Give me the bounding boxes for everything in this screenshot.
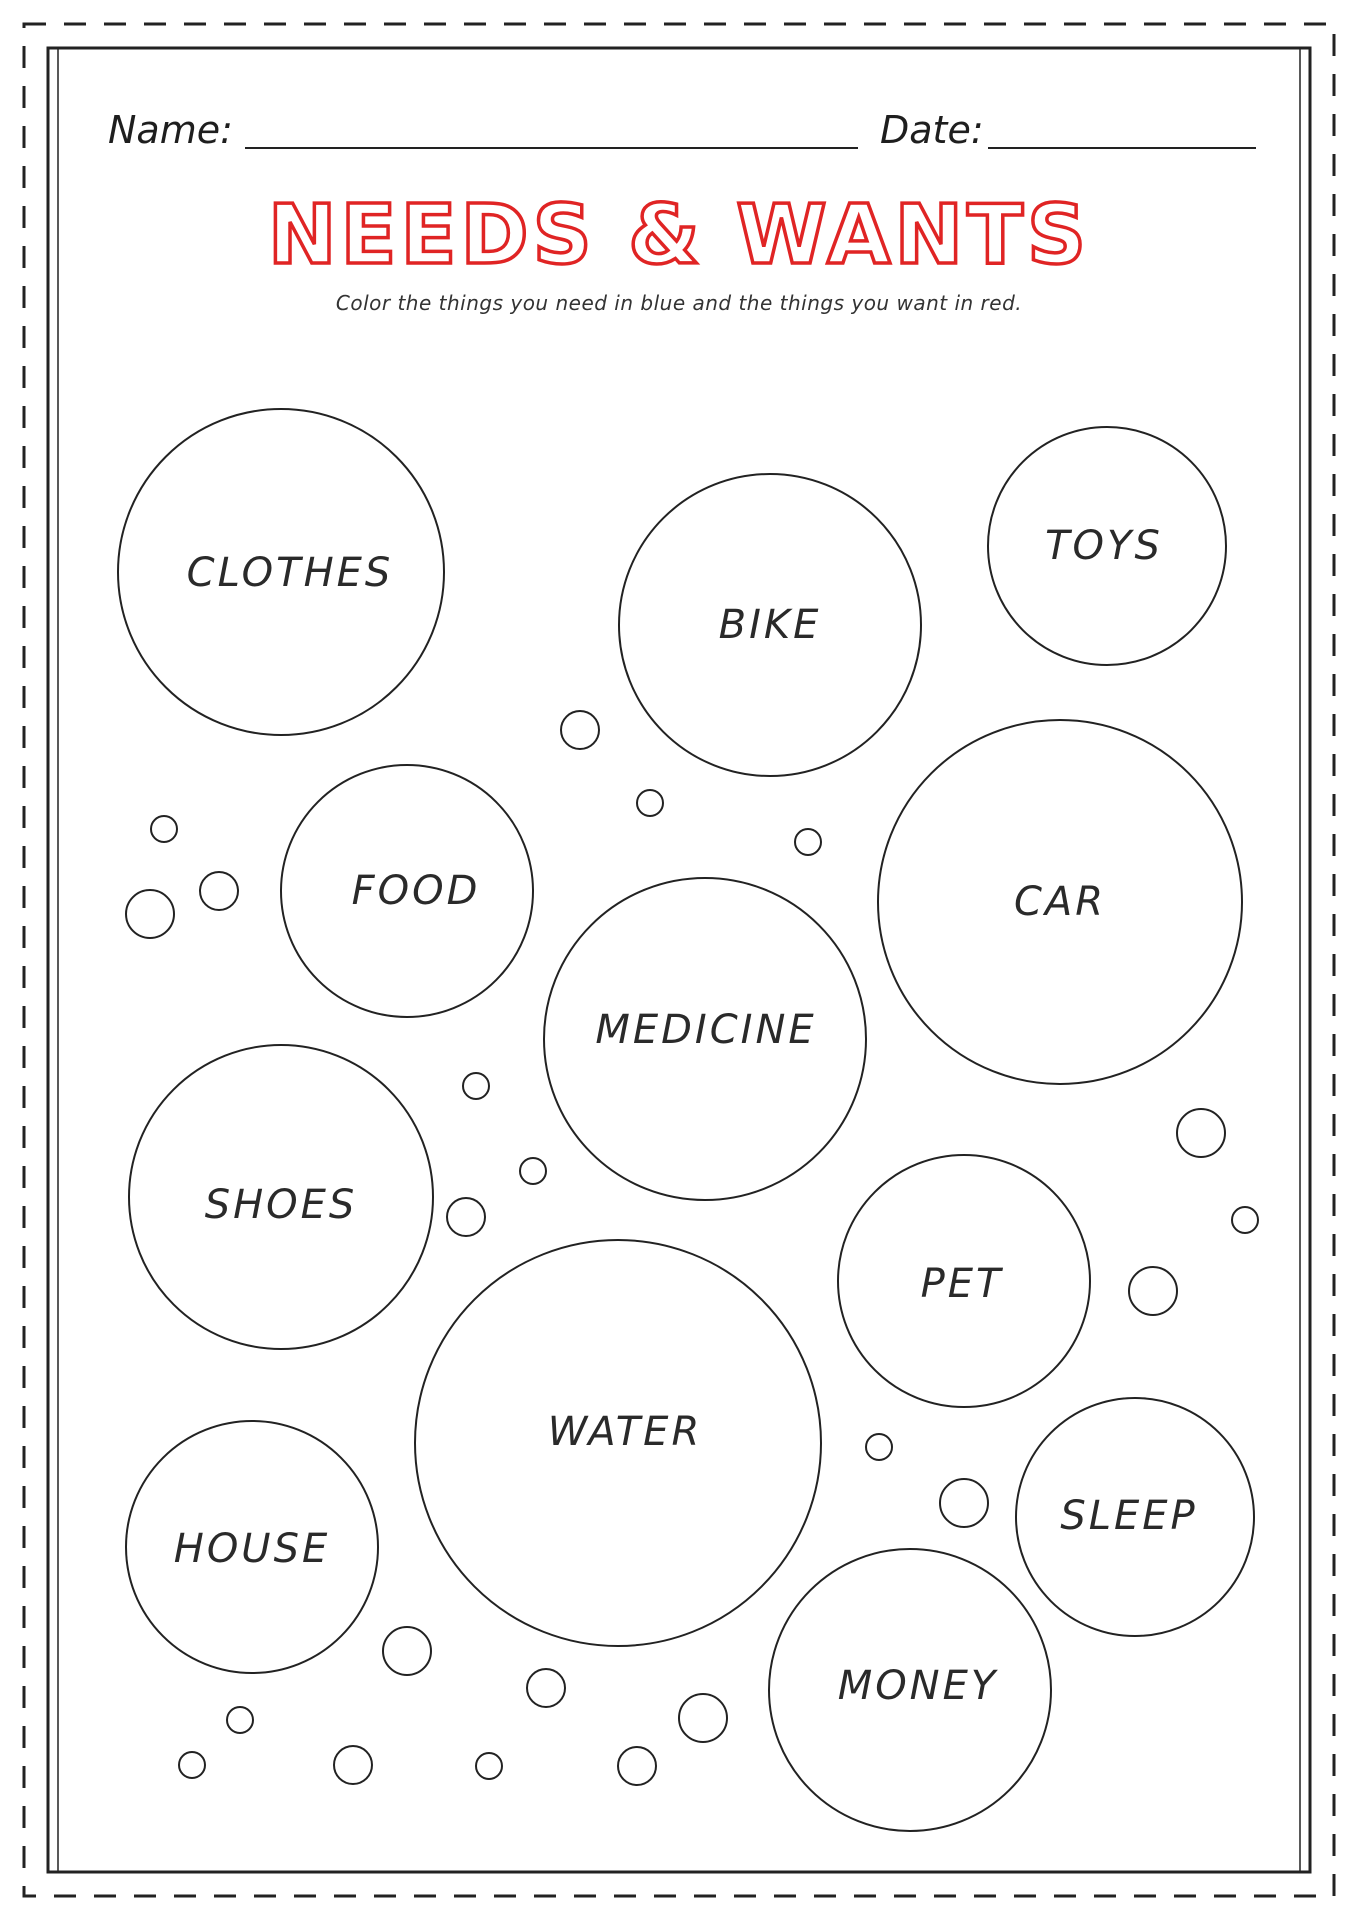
item-bubble-shoes[interactable] [129, 1045, 433, 1349]
small-bubble [179, 1752, 205, 1778]
small-bubble [637, 790, 663, 816]
item-bubble-car[interactable] [878, 720, 1242, 1084]
small-bubble [151, 816, 177, 842]
item-bubble-clothes[interactable] [118, 409, 444, 735]
small-bubble [520, 1158, 546, 1184]
small-bubble [126, 890, 174, 938]
item-label-food: FOOD [351, 868, 481, 914]
item-label-sleep: SLEEP [1060, 1493, 1198, 1539]
small-bubble [227, 1707, 253, 1733]
item-bubble-bike[interactable] [619, 474, 921, 776]
item-bubble-pet[interactable] [838, 1155, 1090, 1407]
small-bubble [679, 1694, 727, 1742]
item-bubble-medicine[interactable] [544, 878, 866, 1200]
item-bubble-sleep[interactable] [1016, 1398, 1254, 1636]
item-label-pet: PET [920, 1261, 1004, 1307]
small-bubble [463, 1073, 489, 1099]
small-bubble [1232, 1207, 1258, 1233]
small-bubble [476, 1753, 502, 1779]
item-bubble-food[interactable] [281, 765, 533, 1017]
item-label-shoes: SHOES [204, 1182, 358, 1228]
small-bubble [527, 1669, 565, 1707]
date-label: Date: [880, 108, 984, 152]
item-label-bike: BIKE [718, 602, 822, 648]
item-bubble-toys[interactable] [988, 427, 1226, 665]
small-bubble [1129, 1267, 1177, 1315]
page-title: NEEDS & WANTS [267, 188, 1091, 283]
item-label-medicine: MEDICINE [595, 1007, 817, 1053]
small-bubble [866, 1434, 892, 1460]
small-bubble [618, 1747, 656, 1785]
item-label-clothes: CLOTHES [186, 550, 394, 596]
item-label-water: WATER [547, 1409, 703, 1455]
name-label: Name: [108, 108, 233, 152]
item-label-money: MONEY [837, 1663, 999, 1709]
item-bubble-house[interactable] [126, 1421, 378, 1673]
small-bubble [200, 872, 238, 910]
small-bubble [1177, 1109, 1225, 1157]
small-bubble [383, 1627, 431, 1675]
small-bubble [940, 1479, 988, 1527]
small-bubble [447, 1198, 485, 1236]
small-bubble [334, 1746, 372, 1784]
instructions-text: Color the things you need in blue and the things you want in red. [335, 291, 1023, 315]
small-bubble [795, 829, 821, 855]
small-bubble [561, 711, 599, 749]
item-label-car: CAR [1013, 879, 1107, 925]
item-label-toys: TOYS [1045, 523, 1163, 569]
item-label-house: HOUSE [173, 1526, 331, 1572]
item-bubble-water[interactable] [415, 1240, 821, 1646]
item-bubble-money[interactable] [769, 1549, 1051, 1831]
